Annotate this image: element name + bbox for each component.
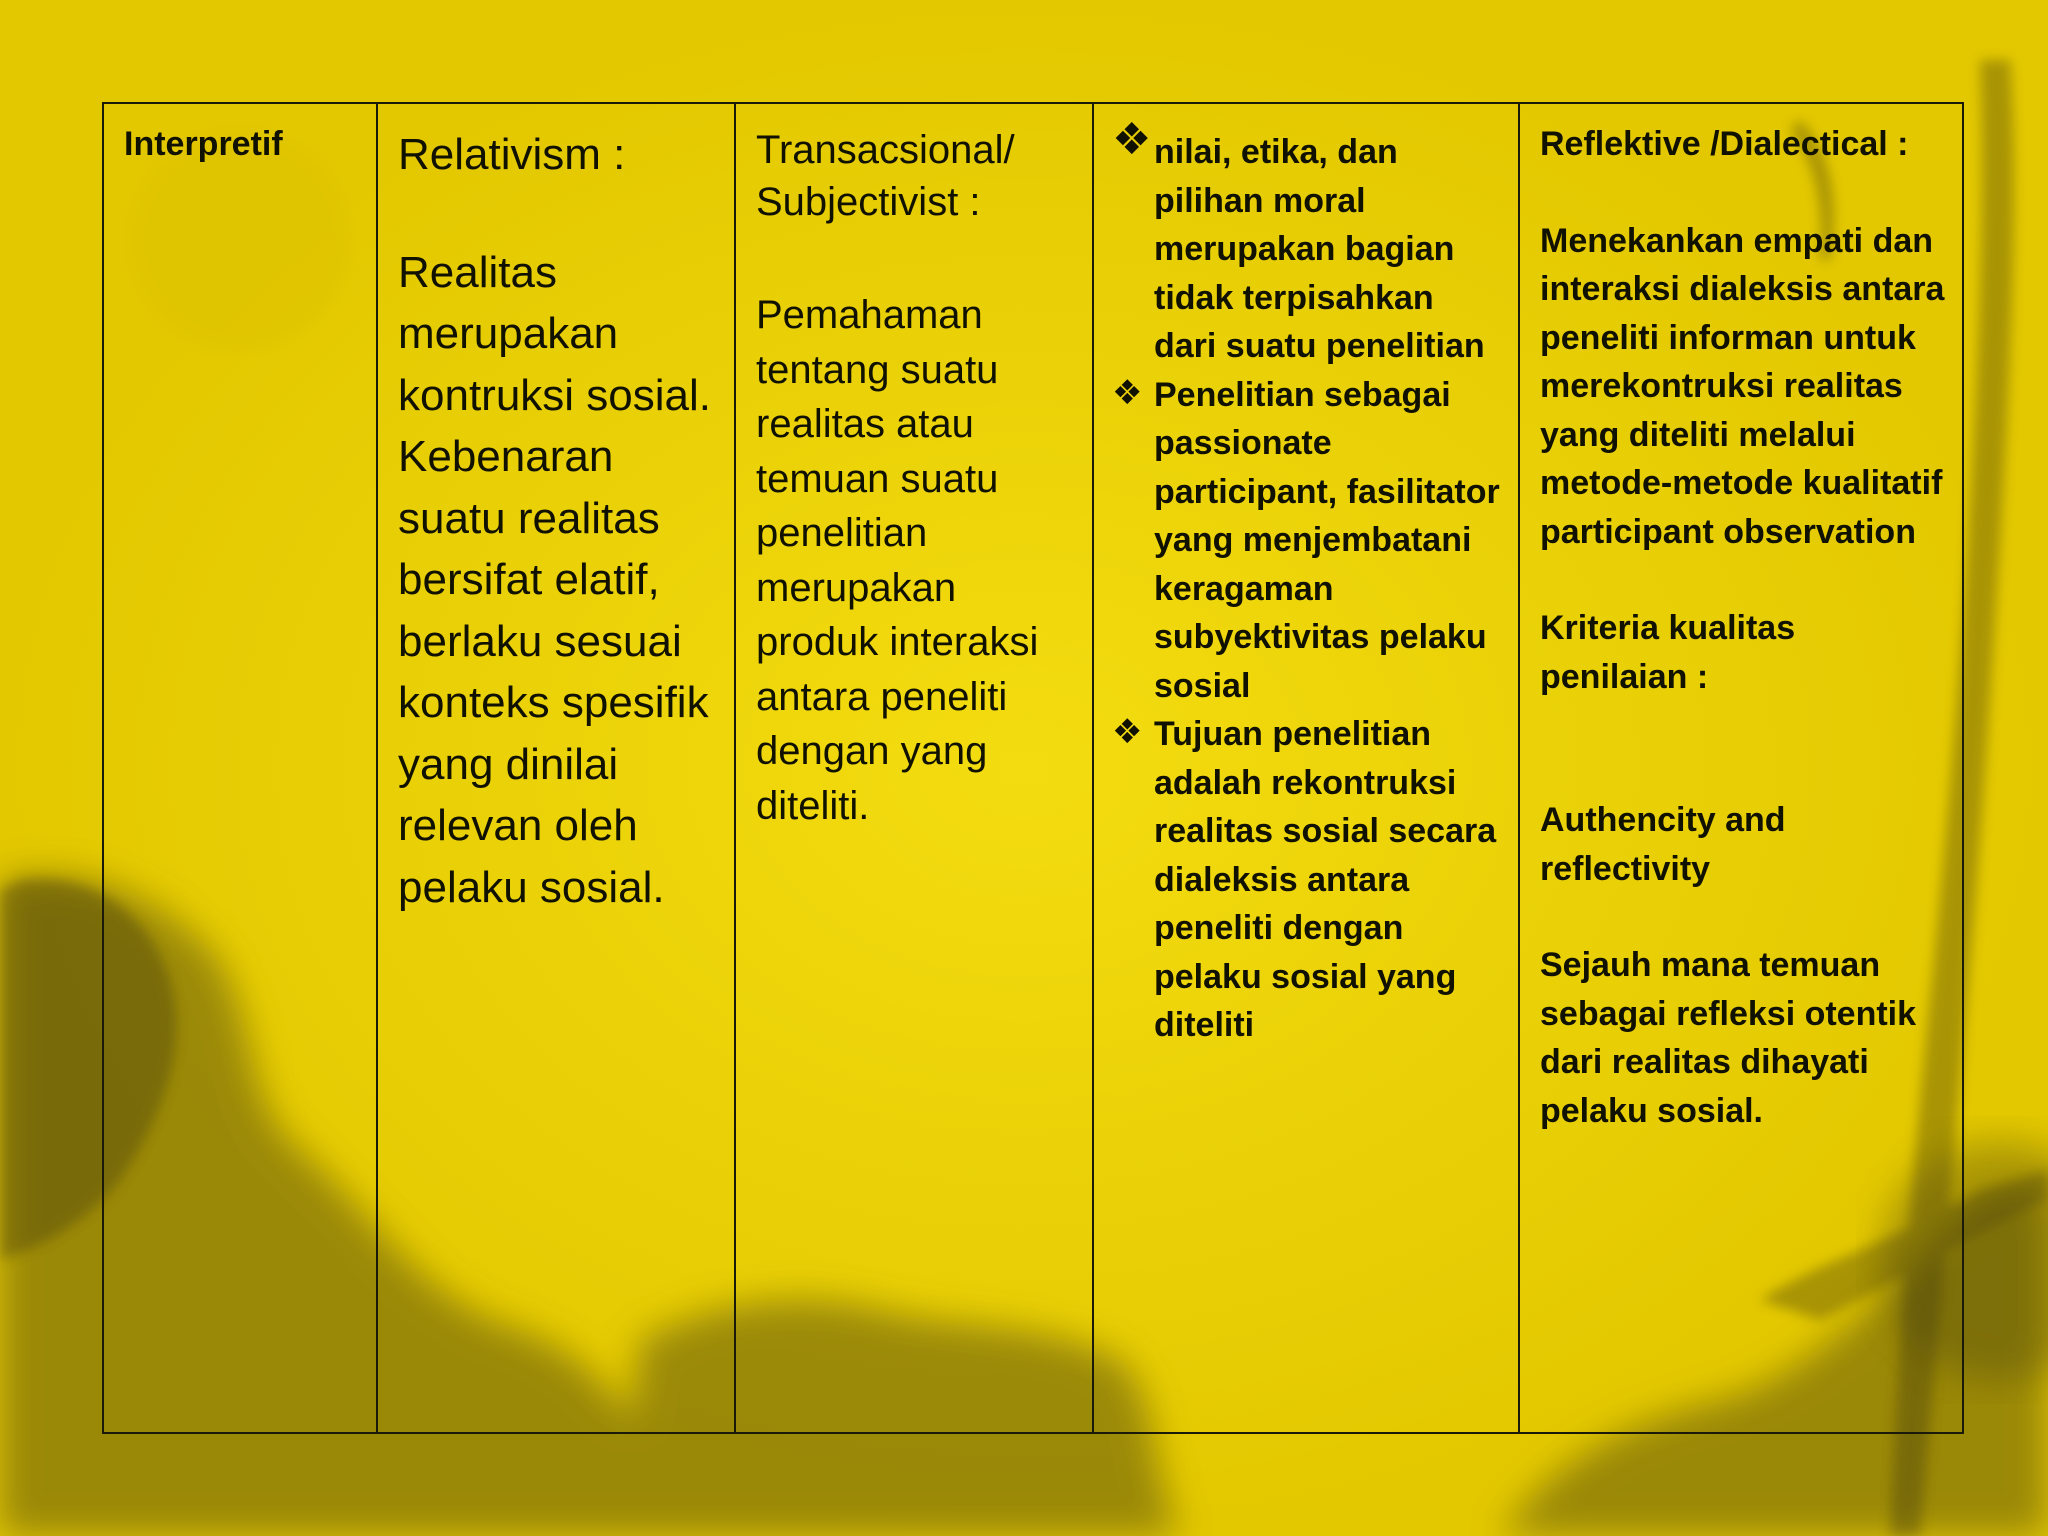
methodology-cell bbox=[1520, 104, 1966, 1432]
list-item-text: nilai, etika, dan pilihan moral merupakan bagian tidak terpisahkan dari suatu penelitian bbox=[1154, 133, 1485, 365]
criteria-name: Authencity and reflectivity bbox=[1540, 801, 1786, 888]
list-item-text: Tujuan penelitian adalah rekontruksi realitas sosial secara dialeksis antara peneliti dengan pelaku sosial yang diteliti bbox=[1154, 715, 1497, 1044]
ontology-cell bbox=[378, 104, 736, 1432]
paradigm-label: Interpretif bbox=[124, 125, 283, 163]
axiology-list bbox=[1112, 115, 1500, 1050]
axiology-cell bbox=[1094, 104, 1520, 1432]
paradigm-table bbox=[102, 102, 1964, 1434]
paradigm-name-cell bbox=[104, 104, 378, 1432]
diamond-bullet-icon: ❖ bbox=[1112, 373, 1143, 412]
epistemology-heading: Transacsional/ Subjectivist : bbox=[756, 128, 1015, 224]
criteria-label: Kriteria kualitas penilaian : bbox=[1540, 609, 1796, 696]
ontology-body: Realitas merupakan kontruksi sosial. Kebenaran suatu realitas bersifat elatif, berlaku sesuai konteks spesifik yang dinilai relevan oleh pelaku sosial. bbox=[398, 247, 712, 912]
list-item-text: Penelitian sebagai passionate participant, fasilitator yang menjembatani keragaman subyektivitas pelaku sosial bbox=[1154, 375, 1500, 705]
methodology-description: Menekankan empati dan interaksi dialeksis antara peneliti informan untuk merekontruksi realitas yang diteliti melalui metode-metode kualitatif participant observation bbox=[1540, 221, 1945, 551]
list-item bbox=[1112, 371, 1500, 711]
list-item bbox=[1112, 710, 1500, 1050]
methodology-heading: Reflektive /Dialectical : bbox=[1540, 125, 1909, 163]
epistemology-body: Pemahaman tentang suatu realitas atau temuan suatu penelitian merupakan produk interaksi antara peneliti dengan yang diteliti. bbox=[756, 293, 1039, 828]
list-item bbox=[1112, 115, 1500, 371]
diamond-bullet-icon: ❖ bbox=[1112, 713, 1143, 751]
criteria-description: Sejauh mana temuan sebagai refleksi otentik dari realitas dihayati pelaku sosial. bbox=[1540, 946, 1917, 1130]
ontology-heading: Relativism : bbox=[398, 130, 626, 179]
epistemology-cell bbox=[736, 104, 1094, 1432]
diamond-bullet-icon: ❖ bbox=[1112, 115, 1152, 164]
